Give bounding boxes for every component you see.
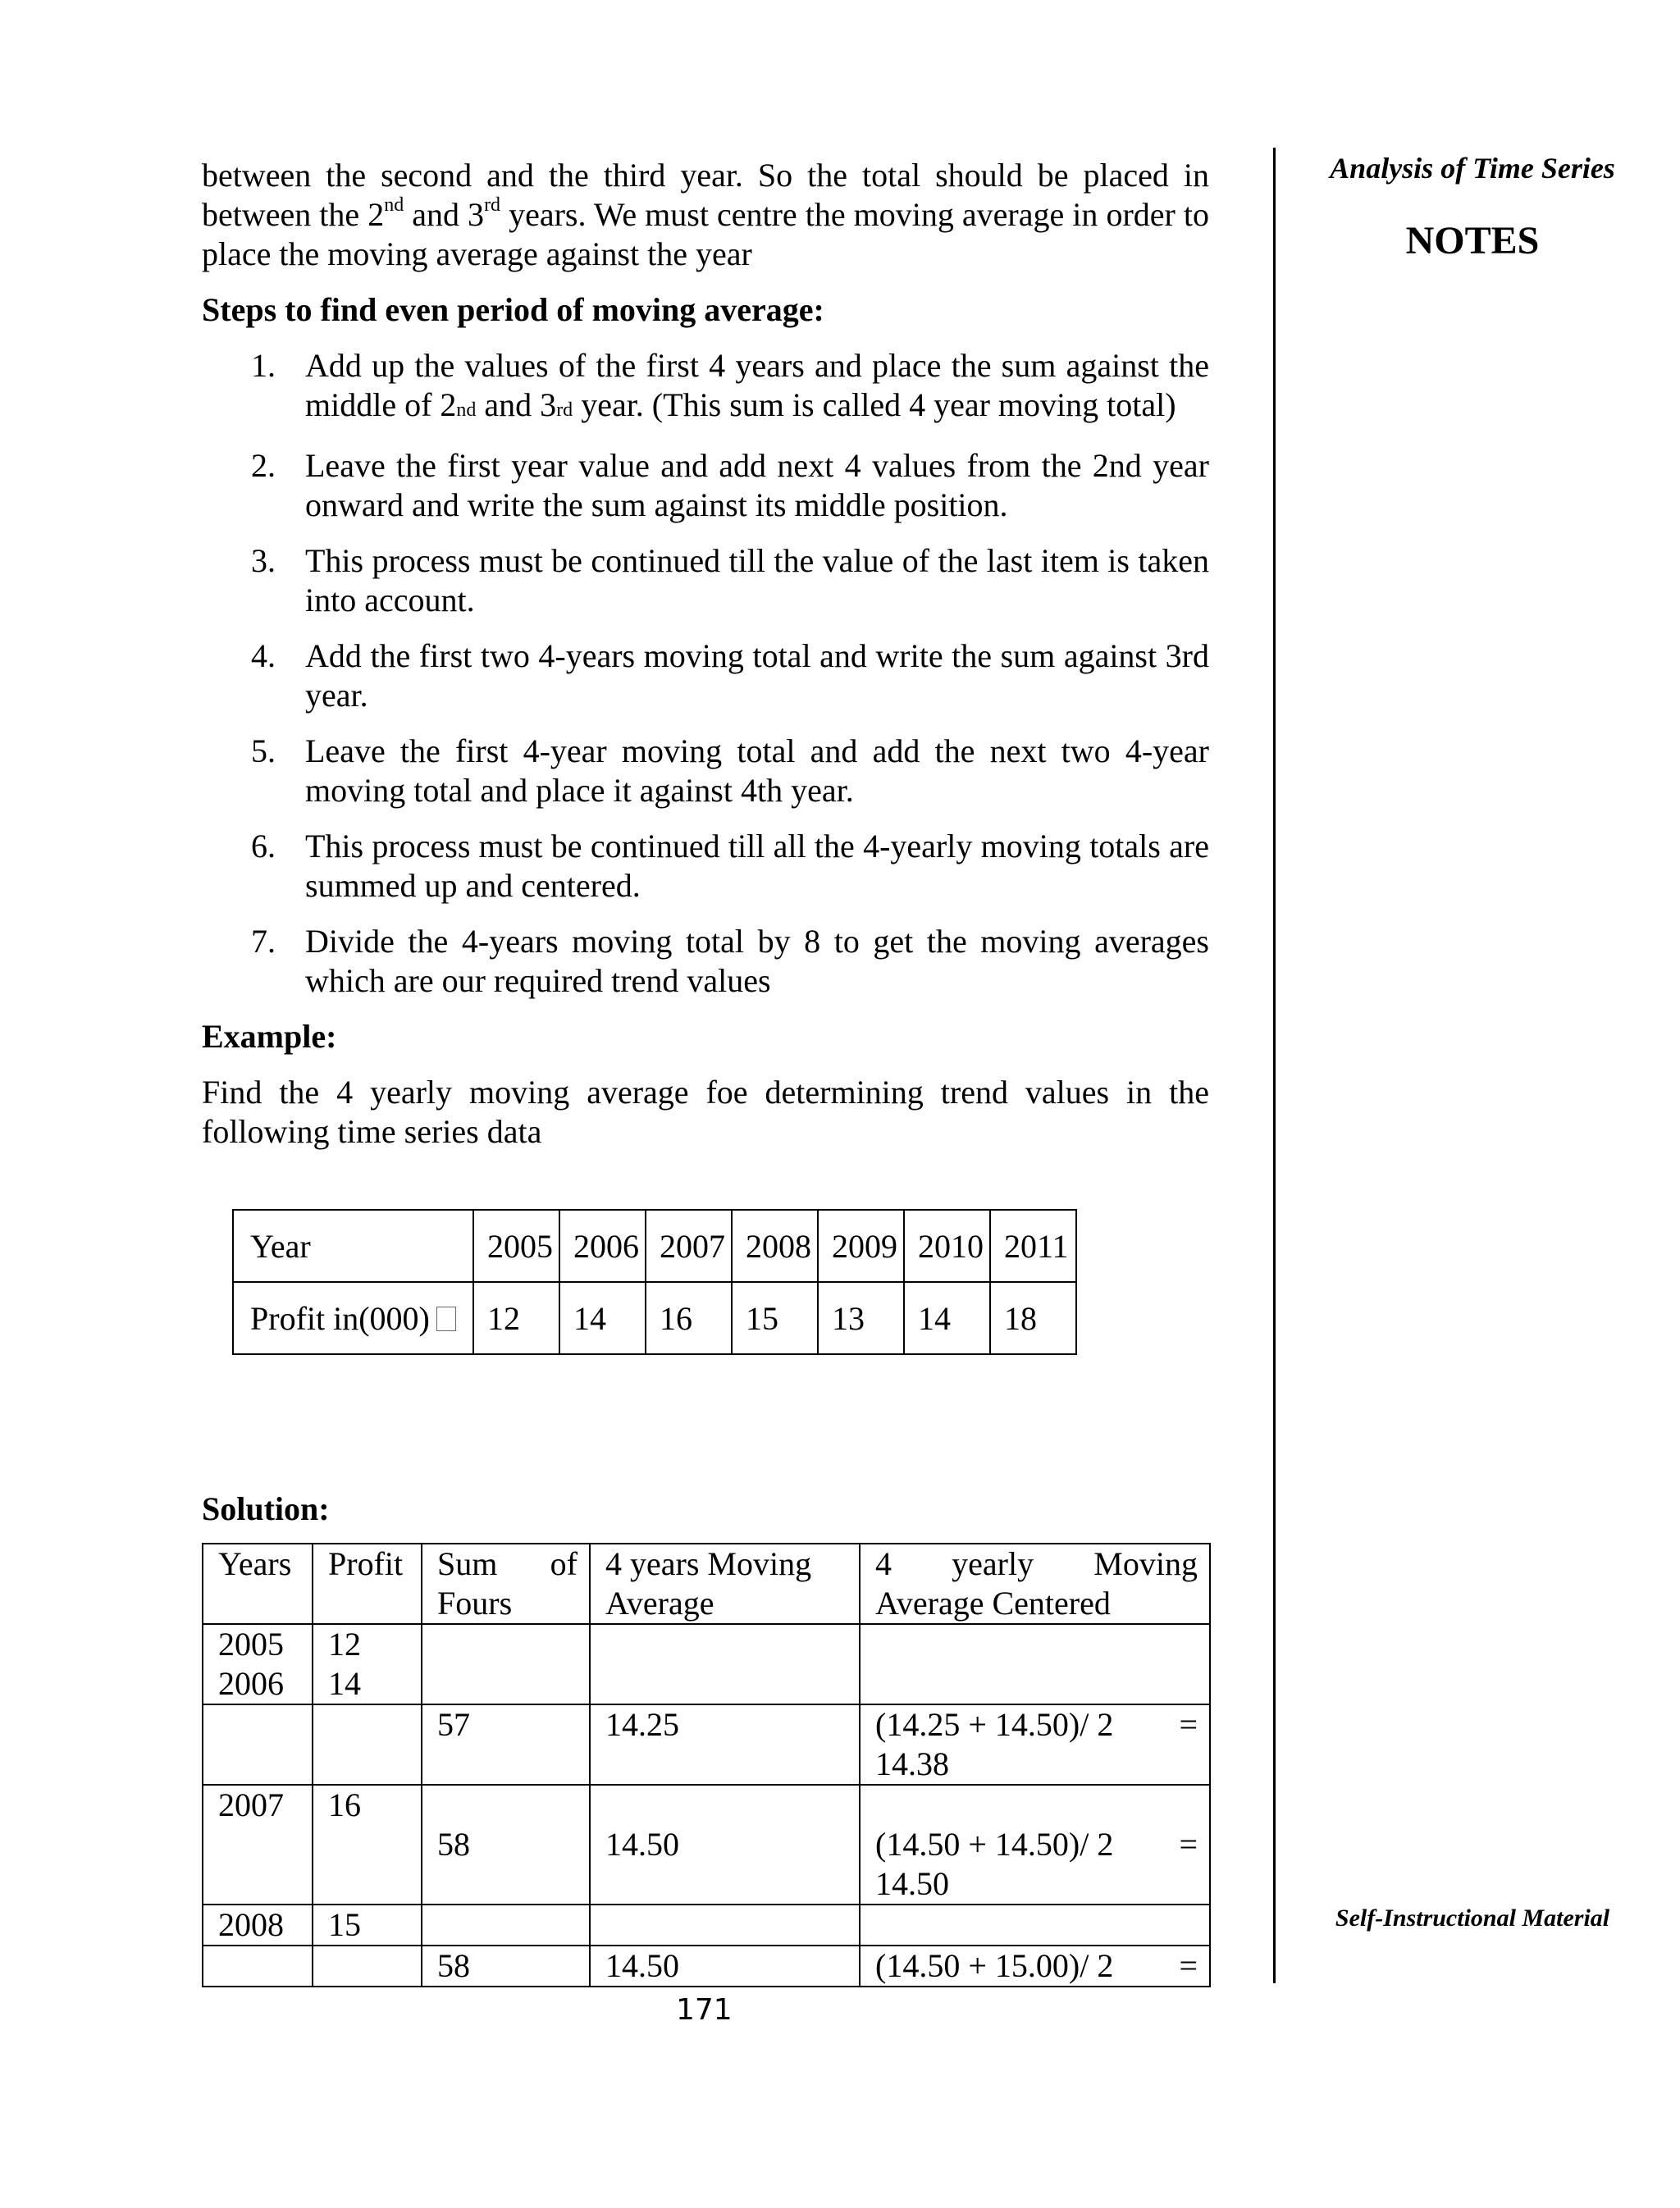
equals-sign: =: [1179, 1706, 1198, 1743]
list-item: [202, 827, 1209, 906]
profit-cell: 12: [313, 1624, 422, 1664]
table-row: [203, 1664, 1210, 1704]
centered-formula: (14.50 + 15.00)/ 2: [875, 1947, 1114, 1984]
table-row: [233, 1282, 1076, 1354]
running-footer: Self-Instructional Material: [1335, 1905, 1610, 1932]
list-item: [202, 922, 1209, 1001]
header-sum: [422, 1544, 590, 1624]
header-text: Fours: [437, 1585, 513, 1622]
centered-value: 14.38: [875, 1745, 949, 1782]
steps-heading: Steps to find even period of moving average:: [202, 291, 824, 328]
intro-line-2c: years. We must centre the moving average in: [500, 196, 1098, 233]
step-sup: rd: [556, 399, 573, 421]
empty-cell: [422, 1785, 590, 1825]
step-text: Divide the 4-years moving total by 8 to get the moving averages which are our required trend values: [305, 923, 1209, 999]
profit-label-cell: [233, 1282, 473, 1354]
empty-cell: [860, 1664, 1210, 1704]
intro-line-2a: between the 2: [202, 196, 385, 233]
sup-rd: rd: [484, 194, 501, 216]
list-item: [202, 636, 1209, 715]
header-text: 4: [875, 1545, 892, 1582]
step-text: and 3: [476, 386, 557, 423]
step-number: 2.: [251, 447, 276, 484]
empty-cell: [590, 1664, 860, 1704]
profit-cell: 15: [313, 1905, 422, 1946]
empty-cell: [313, 1825, 422, 1905]
main-text-column: [202, 156, 1209, 1152]
profit-cell: 13: [818, 1282, 904, 1354]
intro-paragraph: [202, 156, 1209, 274]
empty-cell: [422, 1624, 590, 1664]
profit-cell: 14: [559, 1282, 646, 1354]
centered-cell: [860, 1825, 1210, 1905]
table-row: [203, 1825, 1210, 1905]
sup-nd: nd: [384, 194, 404, 216]
list-item: [202, 541, 1209, 620]
list-item: [202, 346, 1209, 430]
equals-sign: =: [1179, 1826, 1198, 1863]
table-row: [203, 1624, 1210, 1664]
centered-cell: [860, 1704, 1210, 1785]
margin-divider: [1273, 148, 1276, 1983]
empty-cell: [860, 1905, 1210, 1946]
header-text: Moving: [1093, 1545, 1198, 1582]
table-row: [203, 1785, 1210, 1825]
header-profit: Profit: [313, 1544, 422, 1624]
sum-cell: 57: [422, 1704, 590, 1785]
profit-cell: 14: [313, 1664, 422, 1704]
step-sup: nd: [456, 399, 477, 421]
empty-cell: [203, 1704, 313, 1785]
intro-line-2b: and 3: [404, 196, 485, 233]
year-cell: 2007: [203, 1785, 313, 1825]
step-number: 6.: [251, 828, 276, 864]
profit-cell: 14: [904, 1282, 990, 1354]
intro-line-1: between the second and the third year. So the total should be placed in: [202, 157, 1209, 194]
year-cell: 2007: [646, 1210, 732, 1282]
step-number: 4.: [251, 637, 276, 674]
step-text: This process must be continued till all the 4-yearly moving totals are summed up and centered.: [305, 828, 1209, 904]
step-text: Add the first two 4-years moving total and write the sum against 3rd year.: [305, 637, 1209, 714]
year-cell: 2006: [559, 1210, 646, 1282]
empty-cell: [313, 1946, 422, 1987]
step-number: 1.: [251, 347, 276, 384]
solution-heading: Solution:: [202, 1490, 330, 1527]
step-text: Add up the values of the first 4 years and place the sum against the middle of 2: [305, 347, 1209, 423]
step-number: 7.: [251, 923, 276, 960]
missing-glyph-icon: [436, 1307, 456, 1331]
year-cell: 2011: [990, 1210, 1076, 1282]
centered-formula: (14.50 + 14.50)/ 2: [875, 1826, 1114, 1863]
profit-cell: 15: [732, 1282, 818, 1354]
solution-table: [202, 1543, 1211, 1987]
header-text: of: [550, 1545, 578, 1582]
profit-cell: 18: [990, 1282, 1076, 1354]
table-header-row: [203, 1544, 1210, 1624]
table-row: [203, 1946, 1210, 1987]
step-text: Leave the first 4-year moving total and add the next two 4-year moving total and place it against 4th year.: [305, 732, 1209, 809]
year-cell: 2008: [732, 1210, 818, 1282]
step-text: This process must be continued till the value of the last item is taken into account.: [305, 542, 1209, 618]
profit-cell: 12: [473, 1282, 559, 1354]
year-cell: 2010: [904, 1210, 990, 1282]
year-cell: 2008: [203, 1905, 313, 1946]
year-cell: 2005: [203, 1624, 313, 1664]
header-centered: [860, 1544, 1210, 1624]
centered-value: 14.50: [875, 1865, 949, 1902]
empty-cell: [590, 1624, 860, 1664]
sum-cell: 58: [422, 1946, 590, 1987]
empty-cell: [313, 1704, 422, 1785]
step-number: 3.: [251, 542, 276, 579]
step-text: Leave the first year value and add next 4 values from the 2nd year onward and write the sum against its middle position.: [305, 447, 1209, 523]
year-label-cell: Year: [233, 1210, 473, 1282]
header-text: Average Centered: [875, 1585, 1111, 1622]
data-table: [232, 1209, 1077, 1355]
average-cell: 14.25: [590, 1704, 860, 1785]
sum-cell: 58: [422, 1825, 590, 1905]
header-text: yearly: [952, 1545, 1034, 1582]
empty-cell: [203, 1825, 313, 1905]
average-cell: 14.50: [590, 1825, 860, 1905]
empty-cell: [590, 1785, 860, 1825]
empty-cell: [860, 1624, 1210, 1664]
page-number: 171: [676, 1993, 733, 2027]
year-cell: 2009: [818, 1210, 904, 1282]
header-average: [590, 1544, 860, 1624]
profit-cell: 16: [313, 1785, 422, 1825]
list-item: [202, 446, 1209, 525]
centered-formula: (14.25 + 14.50)/ 2: [875, 1706, 1114, 1743]
step-text: year. (This sum is called 4 year moving total): [573, 386, 1176, 423]
empty-cell: [422, 1664, 590, 1704]
table-row: [203, 1905, 1210, 1946]
header-text: 4 years Moving: [605, 1545, 812, 1582]
header-text: Average: [605, 1585, 714, 1622]
equals-sign: =: [1179, 1947, 1198, 1984]
example-text: Find the 4 yearly moving average foe determining trend values in the following time series data: [202, 1074, 1209, 1150]
year-cell: 2005: [473, 1210, 559, 1282]
profit-label: Profit in(000): [250, 1299, 430, 1337]
year-cell: 2006: [203, 1664, 313, 1704]
table-row: [203, 1704, 1210, 1785]
intro-line-3: order to place the moving average against the year: [202, 196, 1210, 272]
average-cell: 14.50: [590, 1946, 860, 1987]
table-row: [233, 1210, 1076, 1282]
empty-cell: [203, 1946, 313, 1987]
step-number: 5.: [251, 732, 276, 769]
list-item: [202, 732, 1209, 810]
running-header: Analysis of Time Series: [1330, 152, 1615, 185]
header-text: Sum: [437, 1545, 498, 1582]
example-heading: Example:: [202, 1018, 337, 1055]
empty-cell: [590, 1905, 860, 1946]
header-years: Years: [203, 1544, 313, 1624]
centered-cell: [860, 1946, 1210, 1987]
profit-cell: 16: [646, 1282, 732, 1354]
empty-cell: [860, 1785, 1210, 1825]
notes-label: NOTES: [1405, 219, 1540, 262]
steps-list: [202, 346, 1209, 1001]
empty-cell: [422, 1905, 590, 1946]
